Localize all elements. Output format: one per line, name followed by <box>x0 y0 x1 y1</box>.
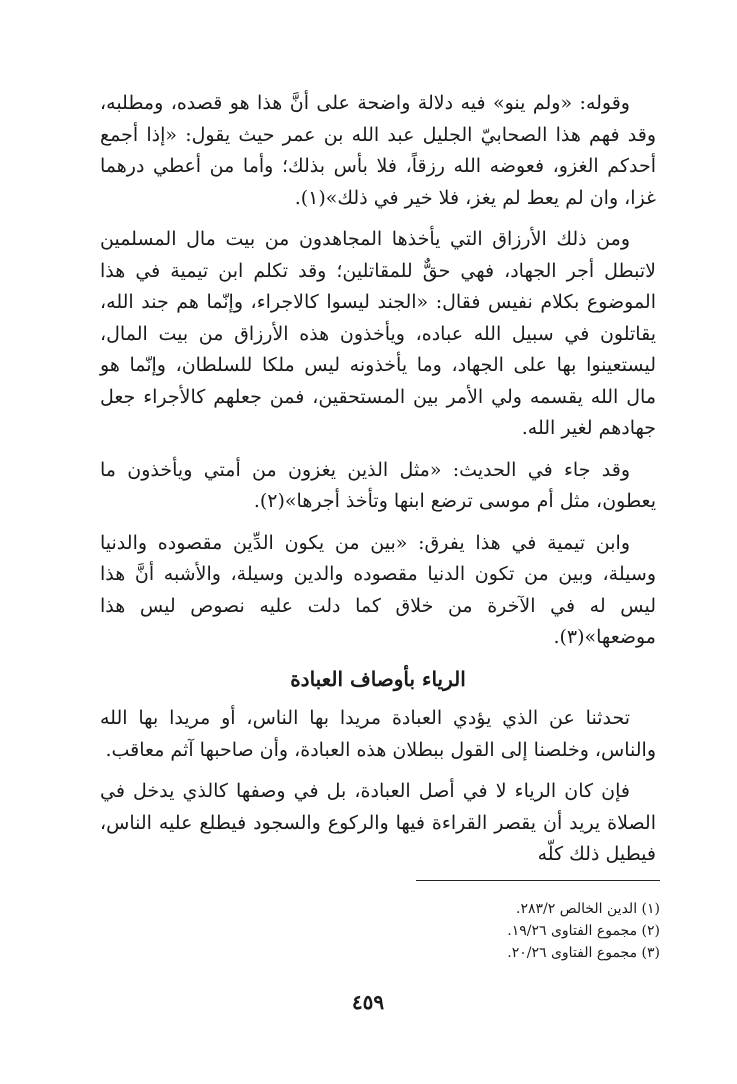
footnotes <box>300 898 660 964</box>
main-text <box>100 88 656 881</box>
paragraph-3: وقد جاء في الحديث: «مثل الذين يغزون من أمتي ويأخذون ما يعطون، مثل أم موسى ترضع ابنها وتأخذ أجرها»(٢). <box>100 458 656 512</box>
footnote-separator <box>416 880 660 881</box>
footnote-3: (٣) مجموع الفتاوى ٢٠/٢٦. <box>507 945 660 961</box>
paragraph-6: فإن كان الرياء لا في أصل العبادة، بل في وصفها كالذي يدخل في الصلاة يريد أن يقصر القراءة فيها والركوع والسجود فيطلع عليه الناس، فيطيل ذلك كلّه <box>100 780 656 865</box>
paragraph-1: وقوله: «ولم ينو» فيه دلالة واضحة على أنَّ هذا هو قصده، ومطلبه، وقد فهم هذا الصحابيّ الجليل عبد الله بن عمر حيث يقول: «إذا أجمع أحدكم الغزو، فعوضه الله رزقاً، فلا بأس بذلك؛ وأما من أعطي درهما غزا، وان لم يعط لم يغز، فلا خير في ذلك»(١). <box>100 92 656 209</box>
footnote-2: (٢) مجموع الفتاوى ١٩/٢٦. <box>507 923 660 939</box>
section-heading: الرياء بأوصاف العبادة <box>290 666 466 691</box>
page-number: ٤٥٩ <box>351 990 385 1014</box>
paragraph-5: تحدثنا عن الذي يؤدي العبادة مريدا بها الناس، أو مريدا بها الله والناس، وخلصنا إلى القول ببطلان هذه العبادة، وأن صاحبها آثم معاقب. <box>100 707 656 761</box>
paragraph-2: ومن ذلك الأرزاق التي يأخذها المجاهدون من بيت مال المسلمين لاتبطل أجر الجهاد، فهي حقٌّ للمقاتلين؛ وقد تكلم ابن تيمية في هذا الموضوع بكلام نفيس فقال: «الجند ليسوا كالاجراء، وإنّما هم جند الله، يقاتلون في سبيل الله عباده، ويأخذون هذه الأرزاق من بيت المال، ليستعينوا بها على الجهاد، وما يأخذونه ليس ملكا للسلطان، وإنّما هو مال الله يقسمه ولي الأمر بين المستحقين، فمن جعلهم كالأجراء جعل جهادهم لغير الله. <box>100 228 656 439</box>
paragraph-4: وابن تيمية في هذا يفرق: «بين من يكون الدِّين مقصوده والدنيا وسيلة، وبين من تكون الدنيا مقصوده والدين وسيلة، والأشبه أنَّ هذا ليس له في الآخرة من خلاق كما دلت عليه نصوص ليس هذا موضعها»(٣). <box>100 531 656 648</box>
footnote-1: (١) الدين الخالص ٢٨٣/٢. <box>516 901 660 917</box>
